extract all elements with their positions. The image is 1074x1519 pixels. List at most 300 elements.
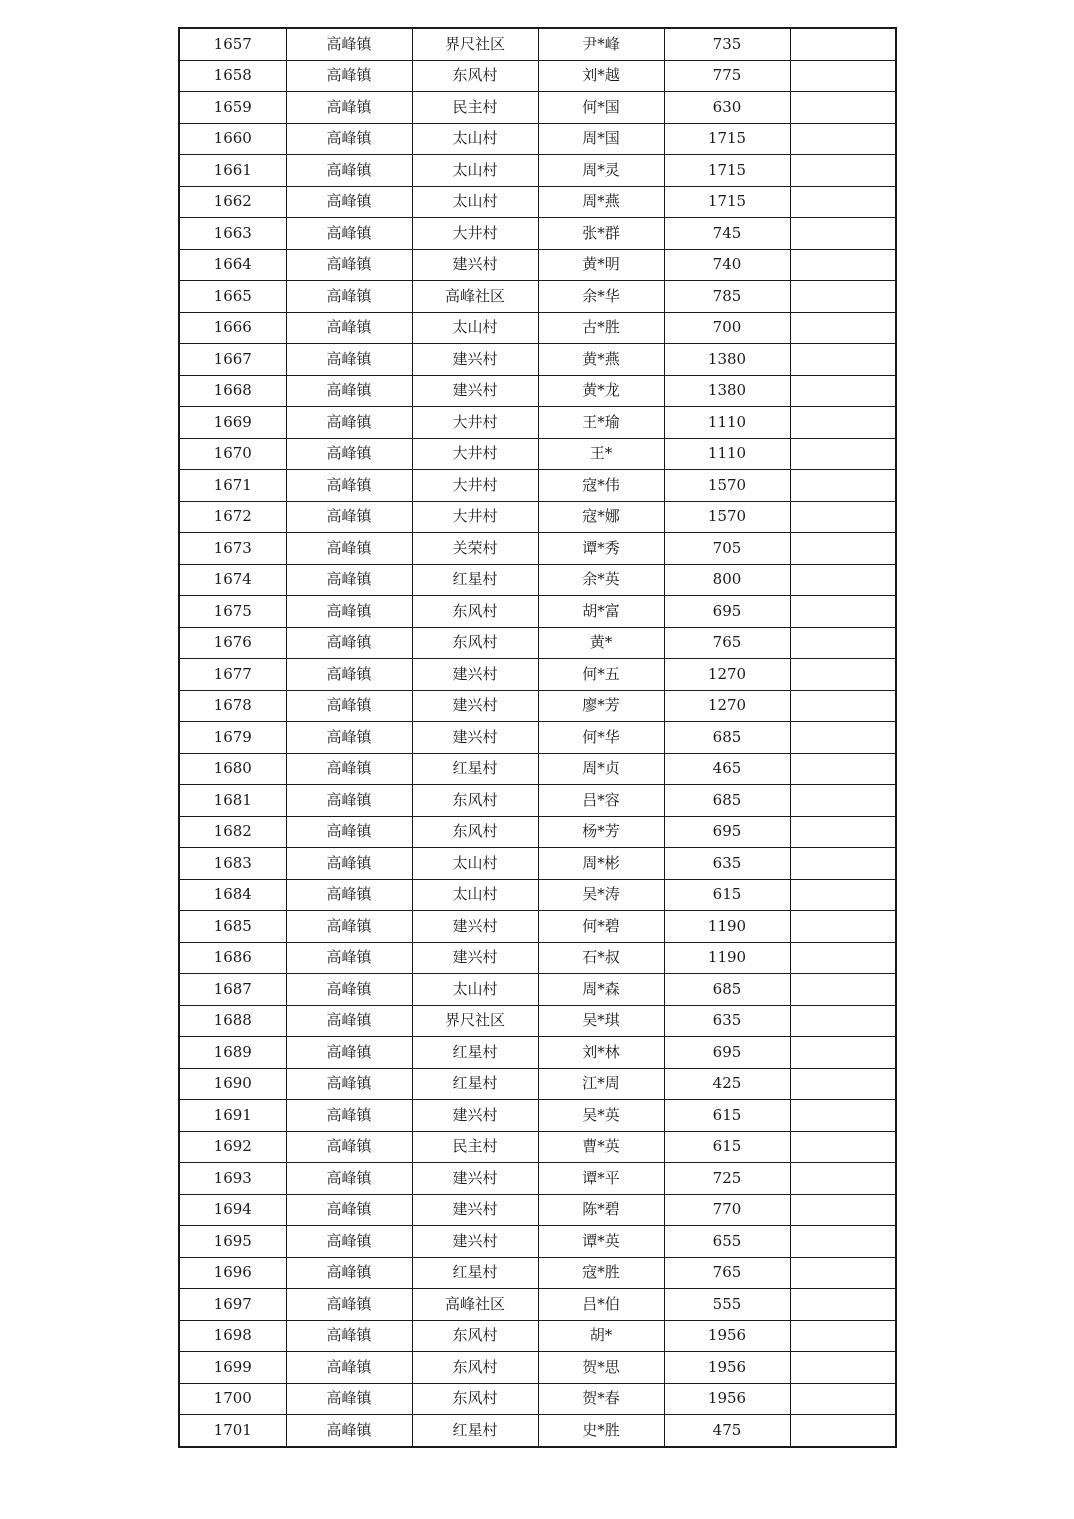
name-cell: 黄*明 [538, 249, 664, 281]
amount-cell: 615 [664, 1100, 790, 1132]
name-cell: 杨*芳 [538, 816, 664, 848]
town-cell: 高峰镇 [286, 1257, 412, 1289]
serial-number-cell: 1675 [179, 596, 286, 628]
town-cell: 高峰镇 [286, 690, 412, 722]
name-cell: 张*群 [538, 218, 664, 250]
serial-number-cell: 1662 [179, 186, 286, 218]
village-cell: 大井村 [412, 407, 538, 439]
amount-cell: 1715 [664, 123, 790, 155]
town-cell: 高峰镇 [286, 249, 412, 281]
town-cell: 高峰镇 [286, 848, 412, 880]
table-row [179, 533, 896, 565]
serial-number-cell: 1686 [179, 942, 286, 974]
table-row [179, 60, 896, 92]
serial-number-cell: 1699 [179, 1352, 286, 1384]
table-row [179, 1415, 896, 1447]
table-row [179, 438, 896, 470]
amount-cell: 635 [664, 1005, 790, 1037]
remark-cell [790, 848, 896, 880]
remark-cell [790, 1068, 896, 1100]
village-cell: 太山村 [412, 974, 538, 1006]
serial-number-cell: 1679 [179, 722, 286, 754]
remark-cell [790, 533, 896, 565]
roster-table-body [179, 28, 896, 1447]
amount-cell: 1570 [664, 501, 790, 533]
village-cell: 红星村 [412, 1037, 538, 1069]
serial-number-cell: 1677 [179, 659, 286, 691]
table-row [179, 155, 896, 187]
name-cell: 黄* [538, 627, 664, 659]
name-cell: 周*灵 [538, 155, 664, 187]
village-cell: 建兴村 [412, 1226, 538, 1258]
village-cell: 太山村 [412, 848, 538, 880]
table-row [179, 1068, 896, 1100]
name-cell: 周*国 [538, 123, 664, 155]
village-cell: 大井村 [412, 501, 538, 533]
village-cell: 建兴村 [412, 375, 538, 407]
town-cell: 高峰镇 [286, 344, 412, 376]
amount-cell: 700 [664, 312, 790, 344]
remark-cell [790, 1352, 896, 1384]
village-cell: 太山村 [412, 879, 538, 911]
serial-number-cell: 1696 [179, 1257, 286, 1289]
name-cell: 谭*英 [538, 1226, 664, 1258]
village-cell: 建兴村 [412, 911, 538, 943]
remark-cell [790, 60, 896, 92]
remark-cell [790, 1383, 896, 1415]
village-cell: 建兴村 [412, 690, 538, 722]
table-row [179, 974, 896, 1006]
name-cell: 余*华 [538, 281, 664, 313]
table-row [179, 1005, 896, 1037]
town-cell: 高峰镇 [286, 942, 412, 974]
name-cell: 黄*龙 [538, 375, 664, 407]
remark-cell [790, 1005, 896, 1037]
serial-number-cell: 1660 [179, 123, 286, 155]
name-cell: 周*燕 [538, 186, 664, 218]
amount-cell: 725 [664, 1163, 790, 1195]
remark-cell [790, 1320, 896, 1352]
name-cell: 谭*平 [538, 1163, 664, 1195]
table-row [179, 28, 896, 60]
amount-cell: 1190 [664, 942, 790, 974]
town-cell: 高峰镇 [286, 753, 412, 785]
amount-cell: 615 [664, 1131, 790, 1163]
serial-number-cell: 1673 [179, 533, 286, 565]
amount-cell: 685 [664, 722, 790, 754]
amount-cell: 1956 [664, 1320, 790, 1352]
remark-cell [790, 1415, 896, 1447]
amount-cell: 695 [664, 816, 790, 848]
amount-cell: 705 [664, 533, 790, 565]
amount-cell: 1380 [664, 375, 790, 407]
name-cell: 尹*峰 [538, 28, 664, 60]
amount-cell: 685 [664, 974, 790, 1006]
amount-cell: 695 [664, 596, 790, 628]
village-cell: 界尺社区 [412, 1005, 538, 1037]
serial-number-cell: 1687 [179, 974, 286, 1006]
amount-cell: 425 [664, 1068, 790, 1100]
remark-cell [790, 627, 896, 659]
serial-number-cell: 1668 [179, 375, 286, 407]
village-cell: 大井村 [412, 470, 538, 502]
name-cell: 何*五 [538, 659, 664, 691]
serial-number-cell: 1684 [179, 879, 286, 911]
amount-cell: 1270 [664, 690, 790, 722]
table-row [179, 848, 896, 880]
table-row [179, 281, 896, 313]
serial-number-cell: 1676 [179, 627, 286, 659]
town-cell: 高峰镇 [286, 533, 412, 565]
serial-number-cell: 1672 [179, 501, 286, 533]
remark-cell [790, 28, 896, 60]
serial-number-cell: 1683 [179, 848, 286, 880]
village-cell: 太山村 [412, 186, 538, 218]
town-cell: 高峰镇 [286, 28, 412, 60]
table-row [179, 1383, 896, 1415]
table-row [179, 942, 896, 974]
town-cell: 高峰镇 [286, 659, 412, 691]
village-cell: 建兴村 [412, 942, 538, 974]
table-row [179, 344, 896, 376]
amount-cell: 1110 [664, 438, 790, 470]
amount-cell: 555 [664, 1289, 790, 1321]
table-row [179, 1320, 896, 1352]
village-cell: 东风村 [412, 627, 538, 659]
town-cell: 高峰镇 [286, 564, 412, 596]
village-cell: 红星村 [412, 1068, 538, 1100]
amount-cell: 770 [664, 1194, 790, 1226]
town-cell: 高峰镇 [286, 155, 412, 187]
serial-number-cell: 1665 [179, 281, 286, 313]
serial-number-cell: 1685 [179, 911, 286, 943]
table-row [179, 470, 896, 502]
serial-number-cell: 1661 [179, 155, 286, 187]
name-cell: 王* [538, 438, 664, 470]
town-cell: 高峰镇 [286, 470, 412, 502]
table-row [179, 1037, 896, 1069]
town-cell: 高峰镇 [286, 123, 412, 155]
town-cell: 高峰镇 [286, 60, 412, 92]
village-cell: 东风村 [412, 785, 538, 817]
table-row [179, 785, 896, 817]
remark-cell [790, 1100, 896, 1132]
amount-cell: 745 [664, 218, 790, 250]
serial-number-cell: 1681 [179, 785, 286, 817]
remark-cell [790, 407, 896, 439]
serial-number-cell: 1682 [179, 816, 286, 848]
village-cell: 太山村 [412, 155, 538, 187]
town-cell: 高峰镇 [286, 627, 412, 659]
name-cell: 贺*春 [538, 1383, 664, 1415]
serial-number-cell: 1694 [179, 1194, 286, 1226]
village-cell: 东风村 [412, 60, 538, 92]
town-cell: 高峰镇 [286, 407, 412, 439]
name-cell: 吴*琪 [538, 1005, 664, 1037]
village-cell: 红星村 [412, 753, 538, 785]
name-cell: 吕*伯 [538, 1289, 664, 1321]
town-cell: 高峰镇 [286, 1005, 412, 1037]
table-row [179, 1257, 896, 1289]
remark-cell [790, 753, 896, 785]
remark-cell [790, 1194, 896, 1226]
serial-number-cell: 1693 [179, 1163, 286, 1195]
remark-cell [790, 312, 896, 344]
village-cell: 建兴村 [412, 722, 538, 754]
amount-cell: 635 [664, 848, 790, 880]
village-cell: 建兴村 [412, 344, 538, 376]
table-row [179, 501, 896, 533]
village-cell: 红星村 [412, 564, 538, 596]
remark-cell [790, 659, 896, 691]
village-cell: 高峰社区 [412, 1289, 538, 1321]
village-cell: 建兴村 [412, 1163, 538, 1195]
name-cell: 何*碧 [538, 911, 664, 943]
name-cell: 谭*秀 [538, 533, 664, 565]
amount-cell: 1190 [664, 911, 790, 943]
amount-cell: 765 [664, 1257, 790, 1289]
table-row [179, 218, 896, 250]
remark-cell [790, 438, 896, 470]
table-row [179, 1226, 896, 1258]
name-cell: 曹*英 [538, 1131, 664, 1163]
amount-cell: 1380 [664, 344, 790, 376]
name-cell: 古*胜 [538, 312, 664, 344]
roster-table [178, 27, 897, 1448]
table-row [179, 1100, 896, 1132]
remark-cell [790, 92, 896, 124]
remark-cell [790, 1131, 896, 1163]
town-cell: 高峰镇 [286, 1100, 412, 1132]
name-cell: 周*彬 [538, 848, 664, 880]
town-cell: 高峰镇 [286, 974, 412, 1006]
table-row [179, 564, 896, 596]
town-cell: 高峰镇 [286, 911, 412, 943]
serial-number-cell: 1670 [179, 438, 286, 470]
serial-number-cell: 1695 [179, 1226, 286, 1258]
name-cell: 胡* [538, 1320, 664, 1352]
town-cell: 高峰镇 [286, 785, 412, 817]
remark-cell [790, 1289, 896, 1321]
amount-cell: 695 [664, 1037, 790, 1069]
amount-cell: 800 [664, 564, 790, 596]
village-cell: 东风村 [412, 816, 538, 848]
table-row [179, 816, 896, 848]
village-cell: 关荣村 [412, 533, 538, 565]
town-cell: 高峰镇 [286, 1352, 412, 1384]
amount-cell: 615 [664, 879, 790, 911]
serial-number-cell: 1674 [179, 564, 286, 596]
amount-cell: 1270 [664, 659, 790, 691]
name-cell: 史*胜 [538, 1415, 664, 1447]
serial-number-cell: 1663 [179, 218, 286, 250]
village-cell: 民主村 [412, 1131, 538, 1163]
serial-number-cell: 1657 [179, 28, 286, 60]
remark-cell [790, 911, 896, 943]
amount-cell: 1956 [664, 1352, 790, 1384]
village-cell: 高峰社区 [412, 281, 538, 313]
town-cell: 高峰镇 [286, 312, 412, 344]
table-row [179, 753, 896, 785]
amount-cell: 475 [664, 1415, 790, 1447]
amount-cell: 1570 [664, 470, 790, 502]
village-cell: 太山村 [412, 312, 538, 344]
remark-cell [790, 690, 896, 722]
village-cell: 东风村 [412, 1352, 538, 1384]
remark-cell [790, 501, 896, 533]
amount-cell: 740 [664, 249, 790, 281]
town-cell: 高峰镇 [286, 1415, 412, 1447]
table-row [179, 123, 896, 155]
table-row [179, 1194, 896, 1226]
village-cell: 建兴村 [412, 249, 538, 281]
table-row [179, 722, 896, 754]
serial-number-cell: 1691 [179, 1100, 286, 1132]
town-cell: 高峰镇 [286, 816, 412, 848]
village-cell: 红星村 [412, 1257, 538, 1289]
serial-number-cell: 1669 [179, 407, 286, 439]
remark-cell [790, 596, 896, 628]
serial-number-cell: 1692 [179, 1131, 286, 1163]
name-cell: 贺*思 [538, 1352, 664, 1384]
amount-cell: 775 [664, 60, 790, 92]
amount-cell: 1715 [664, 186, 790, 218]
remark-cell [790, 942, 896, 974]
name-cell: 江*周 [538, 1068, 664, 1100]
name-cell: 胡*富 [538, 596, 664, 628]
remark-cell [790, 470, 896, 502]
table-row [179, 911, 896, 943]
village-cell: 大井村 [412, 218, 538, 250]
serial-number-cell: 1678 [179, 690, 286, 722]
table-row [179, 1352, 896, 1384]
table-row [179, 407, 896, 439]
table-row [179, 627, 896, 659]
name-cell: 寇*胜 [538, 1257, 664, 1289]
town-cell: 高峰镇 [286, 186, 412, 218]
village-cell: 大井村 [412, 438, 538, 470]
town-cell: 高峰镇 [286, 596, 412, 628]
remark-cell [790, 785, 896, 817]
name-cell: 石*叔 [538, 942, 664, 974]
remark-cell [790, 564, 896, 596]
amount-cell: 1715 [664, 155, 790, 187]
town-cell: 高峰镇 [286, 1131, 412, 1163]
serial-number-cell: 1667 [179, 344, 286, 376]
town-cell: 高峰镇 [286, 1320, 412, 1352]
amount-cell: 785 [664, 281, 790, 313]
table-row [179, 1131, 896, 1163]
table-row [179, 375, 896, 407]
amount-cell: 655 [664, 1226, 790, 1258]
serial-number-cell: 1701 [179, 1415, 286, 1447]
name-cell: 何*华 [538, 722, 664, 754]
remark-cell [790, 281, 896, 313]
name-cell: 吴*涛 [538, 879, 664, 911]
remark-cell [790, 722, 896, 754]
serial-number-cell: 1700 [179, 1383, 286, 1415]
village-cell: 东风村 [412, 596, 538, 628]
village-cell: 建兴村 [412, 1100, 538, 1132]
serial-number-cell: 1658 [179, 60, 286, 92]
name-cell: 陈*碧 [538, 1194, 664, 1226]
serial-number-cell: 1688 [179, 1005, 286, 1037]
serial-number-cell: 1680 [179, 753, 286, 785]
serial-number-cell: 1664 [179, 249, 286, 281]
town-cell: 高峰镇 [286, 1194, 412, 1226]
document-page [178, 27, 897, 1448]
remark-cell [790, 186, 896, 218]
remark-cell [790, 1257, 896, 1289]
name-cell: 何*国 [538, 92, 664, 124]
remark-cell [790, 974, 896, 1006]
town-cell: 高峰镇 [286, 218, 412, 250]
amount-cell: 1110 [664, 407, 790, 439]
name-cell: 吕*容 [538, 785, 664, 817]
village-cell: 界尺社区 [412, 28, 538, 60]
name-cell: 吴*英 [538, 1100, 664, 1132]
village-cell: 东风村 [412, 1383, 538, 1415]
village-cell: 建兴村 [412, 1194, 538, 1226]
table-row [179, 879, 896, 911]
remark-cell [790, 344, 896, 376]
name-cell: 寇*娜 [538, 501, 664, 533]
village-cell: 建兴村 [412, 659, 538, 691]
amount-cell: 685 [664, 785, 790, 817]
name-cell: 寇*伟 [538, 470, 664, 502]
table-row [179, 1289, 896, 1321]
name-cell: 刘*林 [538, 1037, 664, 1069]
remark-cell [790, 123, 896, 155]
town-cell: 高峰镇 [286, 375, 412, 407]
serial-number-cell: 1690 [179, 1068, 286, 1100]
name-cell: 廖*芳 [538, 690, 664, 722]
town-cell: 高峰镇 [286, 1289, 412, 1321]
serial-number-cell: 1666 [179, 312, 286, 344]
table-row [179, 312, 896, 344]
village-cell: 民主村 [412, 92, 538, 124]
village-cell: 红星村 [412, 1415, 538, 1447]
amount-cell: 465 [664, 753, 790, 785]
table-row [179, 92, 896, 124]
amount-cell: 630 [664, 92, 790, 124]
name-cell: 余*英 [538, 564, 664, 596]
remark-cell [790, 375, 896, 407]
serial-number-cell: 1697 [179, 1289, 286, 1321]
town-cell: 高峰镇 [286, 438, 412, 470]
table-row [179, 596, 896, 628]
table-row [179, 1163, 896, 1195]
town-cell: 高峰镇 [286, 92, 412, 124]
table-row [179, 186, 896, 218]
remark-cell [790, 155, 896, 187]
remark-cell [790, 879, 896, 911]
serial-number-cell: 1689 [179, 1037, 286, 1069]
serial-number-cell: 1698 [179, 1320, 286, 1352]
table-row [179, 249, 896, 281]
remark-cell [790, 1163, 896, 1195]
name-cell: 周*森 [538, 974, 664, 1006]
town-cell: 高峰镇 [286, 501, 412, 533]
table-row [179, 690, 896, 722]
town-cell: 高峰镇 [286, 722, 412, 754]
remark-cell [790, 1037, 896, 1069]
name-cell: 刘*越 [538, 60, 664, 92]
name-cell: 周*贞 [538, 753, 664, 785]
town-cell: 高峰镇 [286, 1068, 412, 1100]
town-cell: 高峰镇 [286, 879, 412, 911]
remark-cell [790, 1226, 896, 1258]
